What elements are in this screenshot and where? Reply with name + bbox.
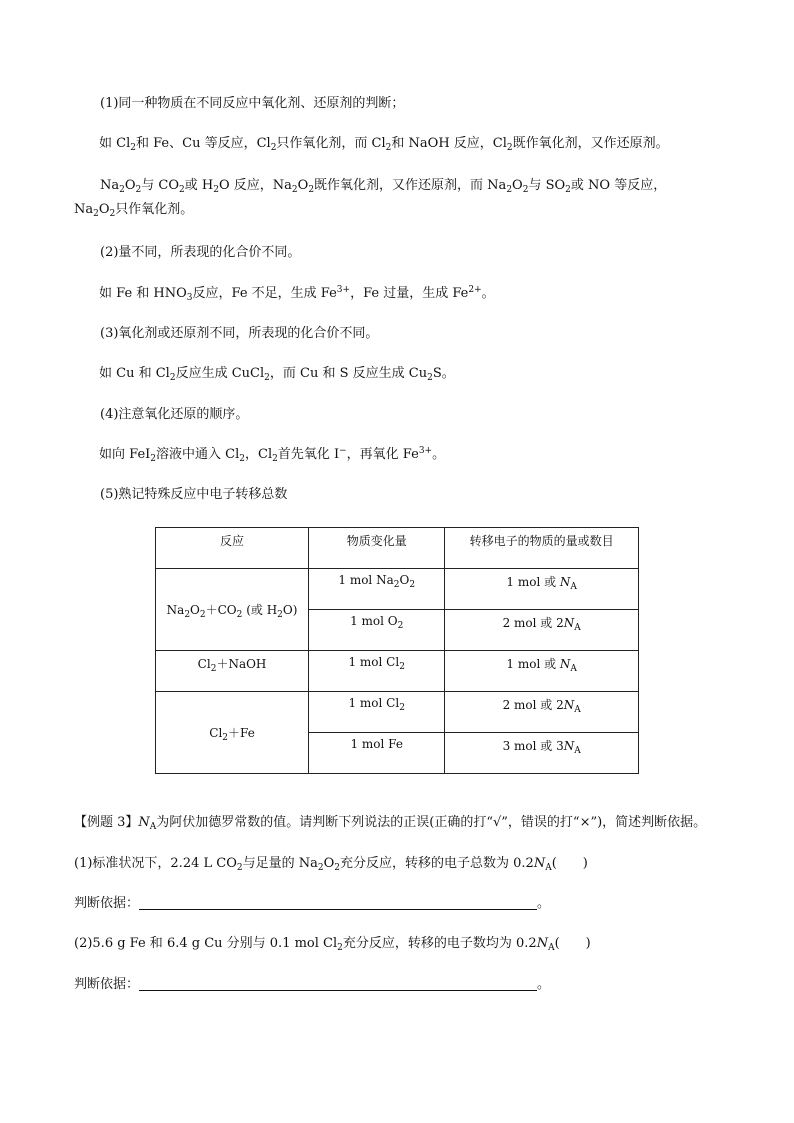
table-row	[156, 651, 639, 692]
table-row	[156, 692, 639, 733]
table-header: 物质变化量	[309, 528, 445, 569]
section-4-heading: (4)注意氧化还原的顺序。	[100, 407, 249, 422]
substance-cell: 1 mol $O_2$	[309, 610, 445, 651]
substance-cell: 1 mol Fe	[309, 733, 445, 774]
chlorine-example: 如 $Cl_2$和 Fe、Cu 等反应，$Cl_2$只作氧化剂，而 $Cl_2$和 NaOH 反应，$Cl_2$既作氧化剂，又作还原剂。	[99, 136, 669, 153]
reaction-cell: $Na_2O_2+CO_2$ (或 $H_2O$)	[156, 569, 309, 651]
copper-example: 如 Cu 和 $Cl_2$反应生成 CuCl$_2$，而 Cu 和 S 反应生成 $Cu_2S$。	[99, 366, 455, 383]
section-3-heading: (3)氧化剂或还原剂不同，所表现的化合价不同。	[100, 326, 379, 341]
basis-line-1: 判断依据： 。	[74, 896, 551, 911]
basis-answer-blank-2[interactable]	[139, 976, 537, 991]
section-5-heading: (5)熟记特殊反应中电子转移总数	[100, 487, 288, 502]
substance-cell: 1 mol $Cl_2$	[309, 692, 445, 733]
section-1-heading: (1)同一种物质在不同反应中氧化剂、还原剂的判断；	[100, 96, 405, 111]
oxidation-order-example: 如向 FeI$_2$溶液中通入 $Cl_2$，$Cl_2$首先氧化 I−，再氧化 $Fe^{3+}$。	[99, 446, 446, 464]
electron-cell: 3 mol 或 $3N_A$	[445, 733, 639, 774]
electron-cell: 2 mol 或 $2N_A$	[445, 610, 639, 651]
peroxide-example: $Na_2O_2$与 $CO_2$或 $H_2O$ 反应，$Na_2O_2$既作氧化剂，又作还原剂，而 $Na_2O_2$与 $SO_2$或 NO 等反应，$Na_2O_2$只作氧化剂。	[74, 178, 667, 219]
answer-blank-2[interactable]: ( )	[554, 936, 591, 951]
basis-line-2: 判断依据： 。	[74, 977, 551, 992]
question-1: (1)标准状况下，2.24 L $CO_2$与足量的 $Na_2O_2$充分反应，转移的电子总数为 $0.2N_A$( )	[74, 856, 588, 873]
table-header-row	[156, 528, 639, 569]
electron-cell: 1 mol 或 $N_A$	[445, 569, 639, 610]
question-2: (2)5.6 g Fe 和 6.4 g Cu 分别与 0.1 mol $Cl_2$充分反应，转移的电子数均为 $0.2N_A$( )	[74, 936, 591, 953]
electron-cell: 2 mol 或 $2N_A$	[445, 692, 639, 733]
substance-cell: 1 mol $Na_2O_2$	[309, 569, 445, 610]
section-2-heading: (2)量不同，所表现的化合价不同。	[100, 245, 301, 260]
example-3-stem: 【例题 3】$N_A$为阿伏加德罗常数的值。请判断下列说法的正误(正确的打“√”，错误的打“×”)，简述判断依据。	[74, 815, 707, 832]
table-header: 转移电子的物质的量或数目	[445, 528, 639, 569]
table-row	[156, 569, 639, 610]
reaction-cell: $Cl_2+Fe$	[156, 692, 309, 774]
electron-transfer-table	[155, 527, 639, 774]
reaction-cell: $Cl_2+NaOH$	[156, 651, 309, 692]
answer-blank-1[interactable]: ( )	[551, 856, 588, 871]
basis-answer-blank-1[interactable]	[139, 895, 537, 910]
electron-cell: 1 mol 或 $N_A$	[445, 651, 639, 692]
table-header: 反应	[156, 528, 309, 569]
iron-nitric-example: 如 Fe 和 $HNO_3$反应，Fe 不足，生成 $Fe^{3+}$，Fe 过量，生成 $Fe^{2+}$。	[99, 285, 495, 303]
substance-cell: 1 mol $Cl_2$	[309, 651, 445, 692]
